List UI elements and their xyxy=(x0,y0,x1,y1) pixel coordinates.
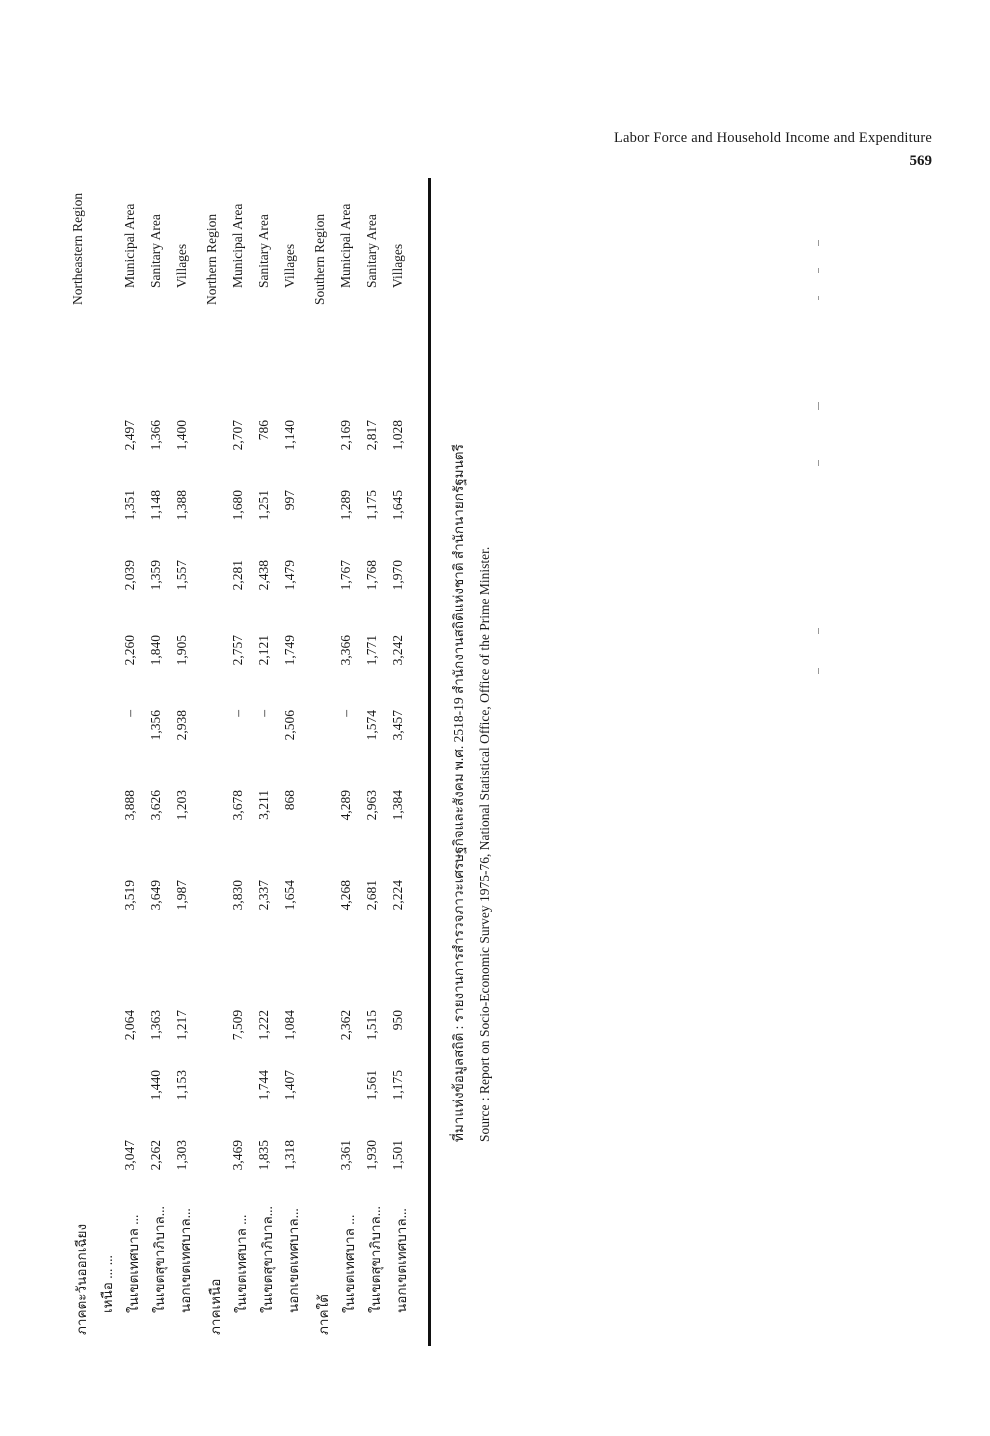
table-cell-c8: 2,281 xyxy=(230,560,245,591)
table-cell-c8: 1,768 xyxy=(364,560,379,591)
table-cell-c7: 3,366 xyxy=(338,635,353,666)
row-thai-label: ในเขตเทศบาล ... xyxy=(342,1214,357,1313)
table-cell-c2: 1,744 xyxy=(256,1070,271,1101)
table-cell-c1: 1,930 xyxy=(364,1140,379,1171)
table-cell-c4: 2,224 xyxy=(390,880,405,911)
table-cell-c9: 1,388 xyxy=(174,490,189,521)
table-cell-c3: 1,217 xyxy=(174,1010,189,1041)
table-row xyxy=(390,195,416,1335)
table-cell-c5: 1,384 xyxy=(390,790,405,821)
table-cell-c3: 1,515 xyxy=(364,1010,379,1041)
row-thai-label: ในเขตเทศบาล ... xyxy=(234,1214,249,1313)
table-cell-c6: – xyxy=(230,710,245,717)
source-thai: ที่มาแห่งข้อมูลสถิติ : รายงานการสำรวจภาวะเศรษฐกิจและสังคม พ.ศ. 2518-19 สำนักงานสถิติแห่งชาติ สำนักนายกรัฐมนตรี xyxy=(451,444,466,1142)
section-title-row xyxy=(204,195,230,1335)
table-cell-c8: 1,479 xyxy=(282,560,297,591)
section-english-title: Northern Region xyxy=(204,213,219,305)
table-cell-c1: 2,262 xyxy=(148,1140,163,1171)
table-cell-c4: 1,654 xyxy=(282,880,297,911)
table-cell-c4: 1,987 xyxy=(174,880,189,911)
table-cell-c10: 1,400 xyxy=(174,420,189,451)
table-cell-c9: 1,351 xyxy=(122,490,137,521)
table-cell-c6: – xyxy=(256,710,271,717)
table-row xyxy=(122,195,148,1335)
table-cell-c8: 1,767 xyxy=(338,560,353,591)
source-english: Source : Report on Socio-Economic Survey 1975-76, National Statistical Office, Office of the Prime Minister. xyxy=(477,546,492,1142)
row-thai-label: ในเขตสุขาภิบาล... xyxy=(260,1206,275,1313)
row-thai-label: นอกเขตเทศบาล... xyxy=(394,1208,409,1313)
table-cell-c8: 1,970 xyxy=(390,560,405,591)
table-cell-c7: 1,840 xyxy=(148,635,163,666)
table-cell-c7: 1,905 xyxy=(174,635,189,666)
table-cell-c8: 2,039 xyxy=(122,560,137,591)
table-cell-c1: 1,303 xyxy=(174,1140,189,1171)
table-cell-c7: 3,242 xyxy=(390,635,405,666)
table-row xyxy=(364,195,390,1335)
row-english-label: Municipal Area xyxy=(338,203,353,288)
table-cell-c9: 1,251 xyxy=(256,490,271,521)
table-cell-merged: 7,509 xyxy=(230,1009,245,1041)
table-cell-c7: 2,260 xyxy=(122,635,137,666)
table-cell-c4: 4,268 xyxy=(338,880,353,911)
table-cell-c5: 3,211 xyxy=(256,790,271,820)
rotated-data-table xyxy=(70,192,430,1335)
row-thai-label: ในเขตสุขาภิบาล... xyxy=(152,1206,167,1313)
table-cell-c8: 1,359 xyxy=(148,560,163,591)
table-cell-c4: 3,519 xyxy=(122,880,137,911)
table-row xyxy=(338,195,364,1335)
row-english-label: Sanitary Area xyxy=(148,214,163,288)
table-cell-c9: 997 xyxy=(282,490,297,511)
table-cell-c7: 2,121 xyxy=(256,635,271,666)
table-cell-c6: 1,574 xyxy=(364,710,379,741)
table-cell-c10: 1,366 xyxy=(148,420,163,451)
row-english-label: Sanitary Area xyxy=(256,214,271,288)
row-thai-label: นอกเขตเทศบาล... xyxy=(286,1208,301,1313)
table-cell-c3: 1,363 xyxy=(148,1010,163,1041)
row-english-label: Municipal Area xyxy=(122,203,137,288)
table-cell-c10: 1,140 xyxy=(282,420,297,451)
table-cell-c2: 1,561 xyxy=(364,1070,379,1101)
source-note xyxy=(445,0,515,1142)
section-english-title: Northeastern Region xyxy=(70,192,85,305)
table-cell-c6: 2,938 xyxy=(174,710,189,741)
table-row xyxy=(256,195,282,1335)
table-cell-c5: 2,963 xyxy=(364,790,379,821)
table-cell-c9: 1,175 xyxy=(364,490,379,521)
table-cell-c4: 3,830 xyxy=(230,880,245,911)
table-cell-c5: 1,203 xyxy=(174,790,189,821)
table-cell-c4: 2,681 xyxy=(364,880,379,911)
section-title-row xyxy=(312,195,338,1335)
table-cell-c2: 1,407 xyxy=(282,1070,297,1101)
table-cell-merged: 2,362 xyxy=(338,1009,353,1041)
section-thai-title: ภาคเหนือ xyxy=(208,1278,223,1335)
table-row xyxy=(282,195,308,1335)
table-cell-c6: 3,457 xyxy=(390,710,405,741)
table-cell-c9: 1,680 xyxy=(230,490,245,521)
section-thai-title-cont: เหนือ ... ... xyxy=(100,1255,115,1313)
table-cell-c1: 3,361 xyxy=(338,1140,353,1171)
table-cell-c9: 1,645 xyxy=(390,490,405,521)
table-cell-c1: 3,047 xyxy=(122,1140,137,1171)
table-cell-c10: 2,169 xyxy=(338,420,353,451)
table-cell-c5: 3,678 xyxy=(230,790,245,821)
table-cell-c1: 3,469 xyxy=(230,1140,245,1171)
table-cell-c1: 1,835 xyxy=(256,1140,271,1171)
table-cell-c6: 2,506 xyxy=(282,710,297,741)
table-cell-merged: 2,064 xyxy=(122,1009,137,1041)
table-cell-c3: 1,222 xyxy=(256,1010,271,1041)
row-english-label: Municipal Area xyxy=(230,203,245,288)
table-cell-c9: 1,289 xyxy=(338,490,353,521)
table-cell-c2: 1,153 xyxy=(174,1070,189,1101)
table-cell-c7: 1,749 xyxy=(282,635,297,666)
table-cell-c8: 1,557 xyxy=(174,560,189,591)
row-english-label: Villages xyxy=(282,243,297,288)
table-row xyxy=(230,195,256,1335)
table-cell-c10: 2,817 xyxy=(364,420,379,451)
section-thai-title: ภาคตะวันออกเฉียง xyxy=(74,1223,89,1335)
row-english-label: Villages xyxy=(174,243,189,288)
table-cell-c8: 2,438 xyxy=(256,560,271,591)
table-cell-c7: 1,771 xyxy=(364,635,379,666)
table-cell-c6: – xyxy=(338,710,353,717)
table-cell-c6: – xyxy=(122,710,137,717)
table-cell-c5: 4,289 xyxy=(338,790,353,821)
table-cell-c1: 1,501 xyxy=(390,1140,405,1171)
table-cell-c10: 2,497 xyxy=(122,420,137,451)
table-cell-c10: 1,028 xyxy=(390,420,405,451)
table-cell-c9: 1,148 xyxy=(148,490,163,521)
table-cell-c2: 1,175 xyxy=(390,1070,405,1101)
section-title-row xyxy=(70,192,96,1335)
table-cell-c3: 1,084 xyxy=(282,1010,297,1041)
table-row xyxy=(148,195,174,1335)
table-cell-c10: 2,707 xyxy=(230,420,245,451)
table-cell-c5: 3,888 xyxy=(122,790,137,821)
row-thai-label: นอกเขตเทศบาล... xyxy=(178,1208,193,1313)
table-cell-c2: 1,440 xyxy=(148,1070,163,1101)
section-english-title: Southern Region xyxy=(312,213,327,305)
section-title-cont-row xyxy=(96,195,122,1335)
table-cell-c7: 2,757 xyxy=(230,635,245,666)
table-cell-c6: 1,356 xyxy=(148,710,163,741)
table-cell-c10: 786 xyxy=(256,420,271,441)
table-cell-c4: 3,649 xyxy=(148,880,163,911)
row-english-label: Villages xyxy=(390,243,405,288)
table-cell-c5: 3,626 xyxy=(148,790,163,821)
row-thai-label: ในเขตเทศบาล ... xyxy=(126,1214,141,1313)
table-row xyxy=(174,195,200,1335)
page-number: 569 xyxy=(909,153,932,169)
table-cell-c1: 1,318 xyxy=(282,1140,297,1171)
section-thai-title: ภาคใต้ xyxy=(316,1294,331,1335)
running-header-title: Labor Force and Household Income and Expenditure xyxy=(613,130,932,146)
table-cell-c3: 950 xyxy=(390,1010,405,1031)
row-english-label: Sanitary Area xyxy=(364,214,379,288)
table-cell-c4: 2,337 xyxy=(256,880,271,911)
table-cell-c5: 868 xyxy=(282,790,297,811)
row-thai-label: ในเขตสุขาภิบาล... xyxy=(368,1206,383,1313)
